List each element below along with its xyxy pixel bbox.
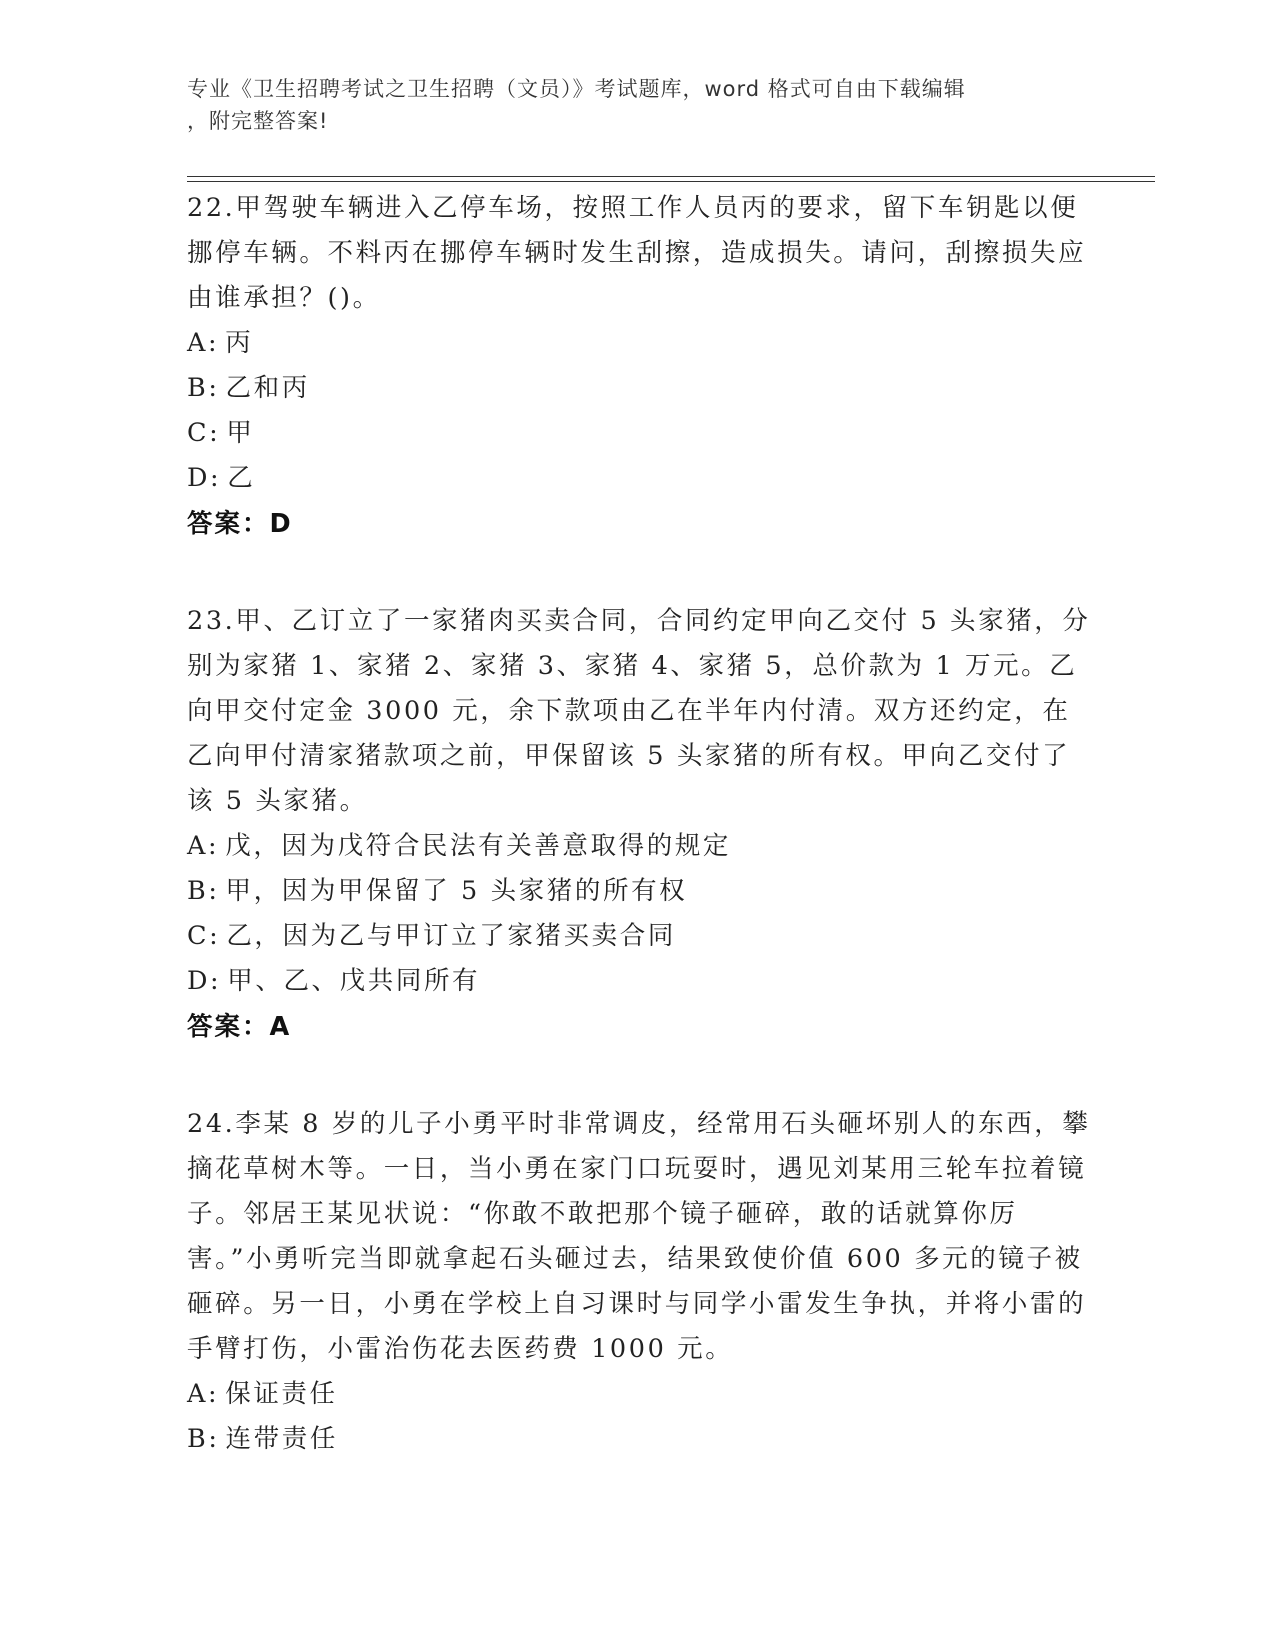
option-letter: D: [187, 463, 222, 493]
header-line-1: 专业《卫生招聘考试之卫生招聘（文员）》考试题库，word 格式可自由下载编辑 [187, 77, 966, 101]
option-text: 乙和丙 [225, 373, 310, 403]
option-text: 乙，因为乙与甲订立了家猪买卖合同 [226, 921, 676, 951]
option-b [187, 1417, 1092, 1462]
option-c [187, 411, 1092, 456]
header-divider-bottom [187, 181, 1155, 182]
option-letter: A: [187, 328, 220, 358]
option-text: 戊，因为戊符合民法有关善意取得的规定 [225, 831, 732, 861]
question-24 [187, 1102, 1092, 1462]
option-text: 丙 [225, 328, 254, 358]
question-stem: 24.李某 8 岁的儿子小勇平时非常调皮，经常用石头砸坏别人的东西，攀摘花草树木等。一日，当小勇在家门口玩耍时，遇见刘某用三轮车拉着镜子。邻居王某见状说：“你敢不敢把那个镜子砸碎，敢的话就算你厉害。”小勇听完当即就拿起石头砸过去，结果致使价值 600 多元的镜子被砸碎。另一日，小勇在学校上自习课时与同学小雷发生争执，并将小雷的手臂打伤，小雷治伤花去医药费 1000 元。 [187, 1109, 1091, 1364]
question-22 [187, 186, 1092, 547]
option-letter: B: [187, 373, 220, 403]
question-23 [187, 599, 1092, 1050]
option-a [187, 1372, 1092, 1417]
option-letter: A: [187, 831, 220, 861]
option-a [187, 321, 1092, 366]
option-c [187, 914, 1092, 959]
header-line-2: ，附完整答案! [187, 109, 329, 133]
option-a [187, 824, 1092, 869]
option-letter: C: [187, 418, 221, 448]
question-stem: 22.甲驾驶车辆进入乙停车场，按照工作人员丙的要求，留下车钥匙以便挪停车辆。不料丙在挪停车辆时发生刮擦，造成损失。请问，刮擦损失应由谁承担？()。 [187, 193, 1087, 313]
answer-label: 答案：D [187, 509, 293, 539]
option-letter: B: [187, 876, 220, 906]
option-text: 甲、乙、戊共同所有 [227, 966, 481, 996]
option-letter: A: [187, 1379, 220, 1409]
document-header [187, 73, 1087, 137]
option-text: 保证责任 [225, 1379, 338, 1409]
question-stem: 23.甲、乙订立了一家猪肉买卖合同，合同约定甲向乙交付 5 头家猪，分别为家猪 1、家猪 2、家猪 3、家猪 4、家猪 5，总价款为 1 万元。乙向甲交付定金 3000 元，余下款项由乙在半年内付清。双方还约定，在乙向甲付清家猪款项之前，甲保留该 5 头家猪的所有权。甲向乙交付了该 5 头家猪。 [187, 606, 1091, 816]
option-letter: C: [187, 921, 221, 951]
option-text: 甲，因为甲保留了 5 头家猪的所有权 [225, 876, 688, 906]
option-d [187, 456, 1092, 501]
option-d [187, 959, 1092, 1004]
option-text: 乙 [227, 463, 256, 493]
option-b [187, 366, 1092, 411]
answer-label: 答案：A [187, 1012, 292, 1042]
header-divider-top [187, 176, 1155, 177]
option-letter: D: [187, 966, 222, 996]
option-text: 甲 [226, 418, 255, 448]
option-text: 连带责任 [225, 1424, 338, 1454]
option-b [187, 869, 1092, 914]
question-list [187, 186, 1092, 1514]
option-letter: B: [187, 1424, 220, 1454]
